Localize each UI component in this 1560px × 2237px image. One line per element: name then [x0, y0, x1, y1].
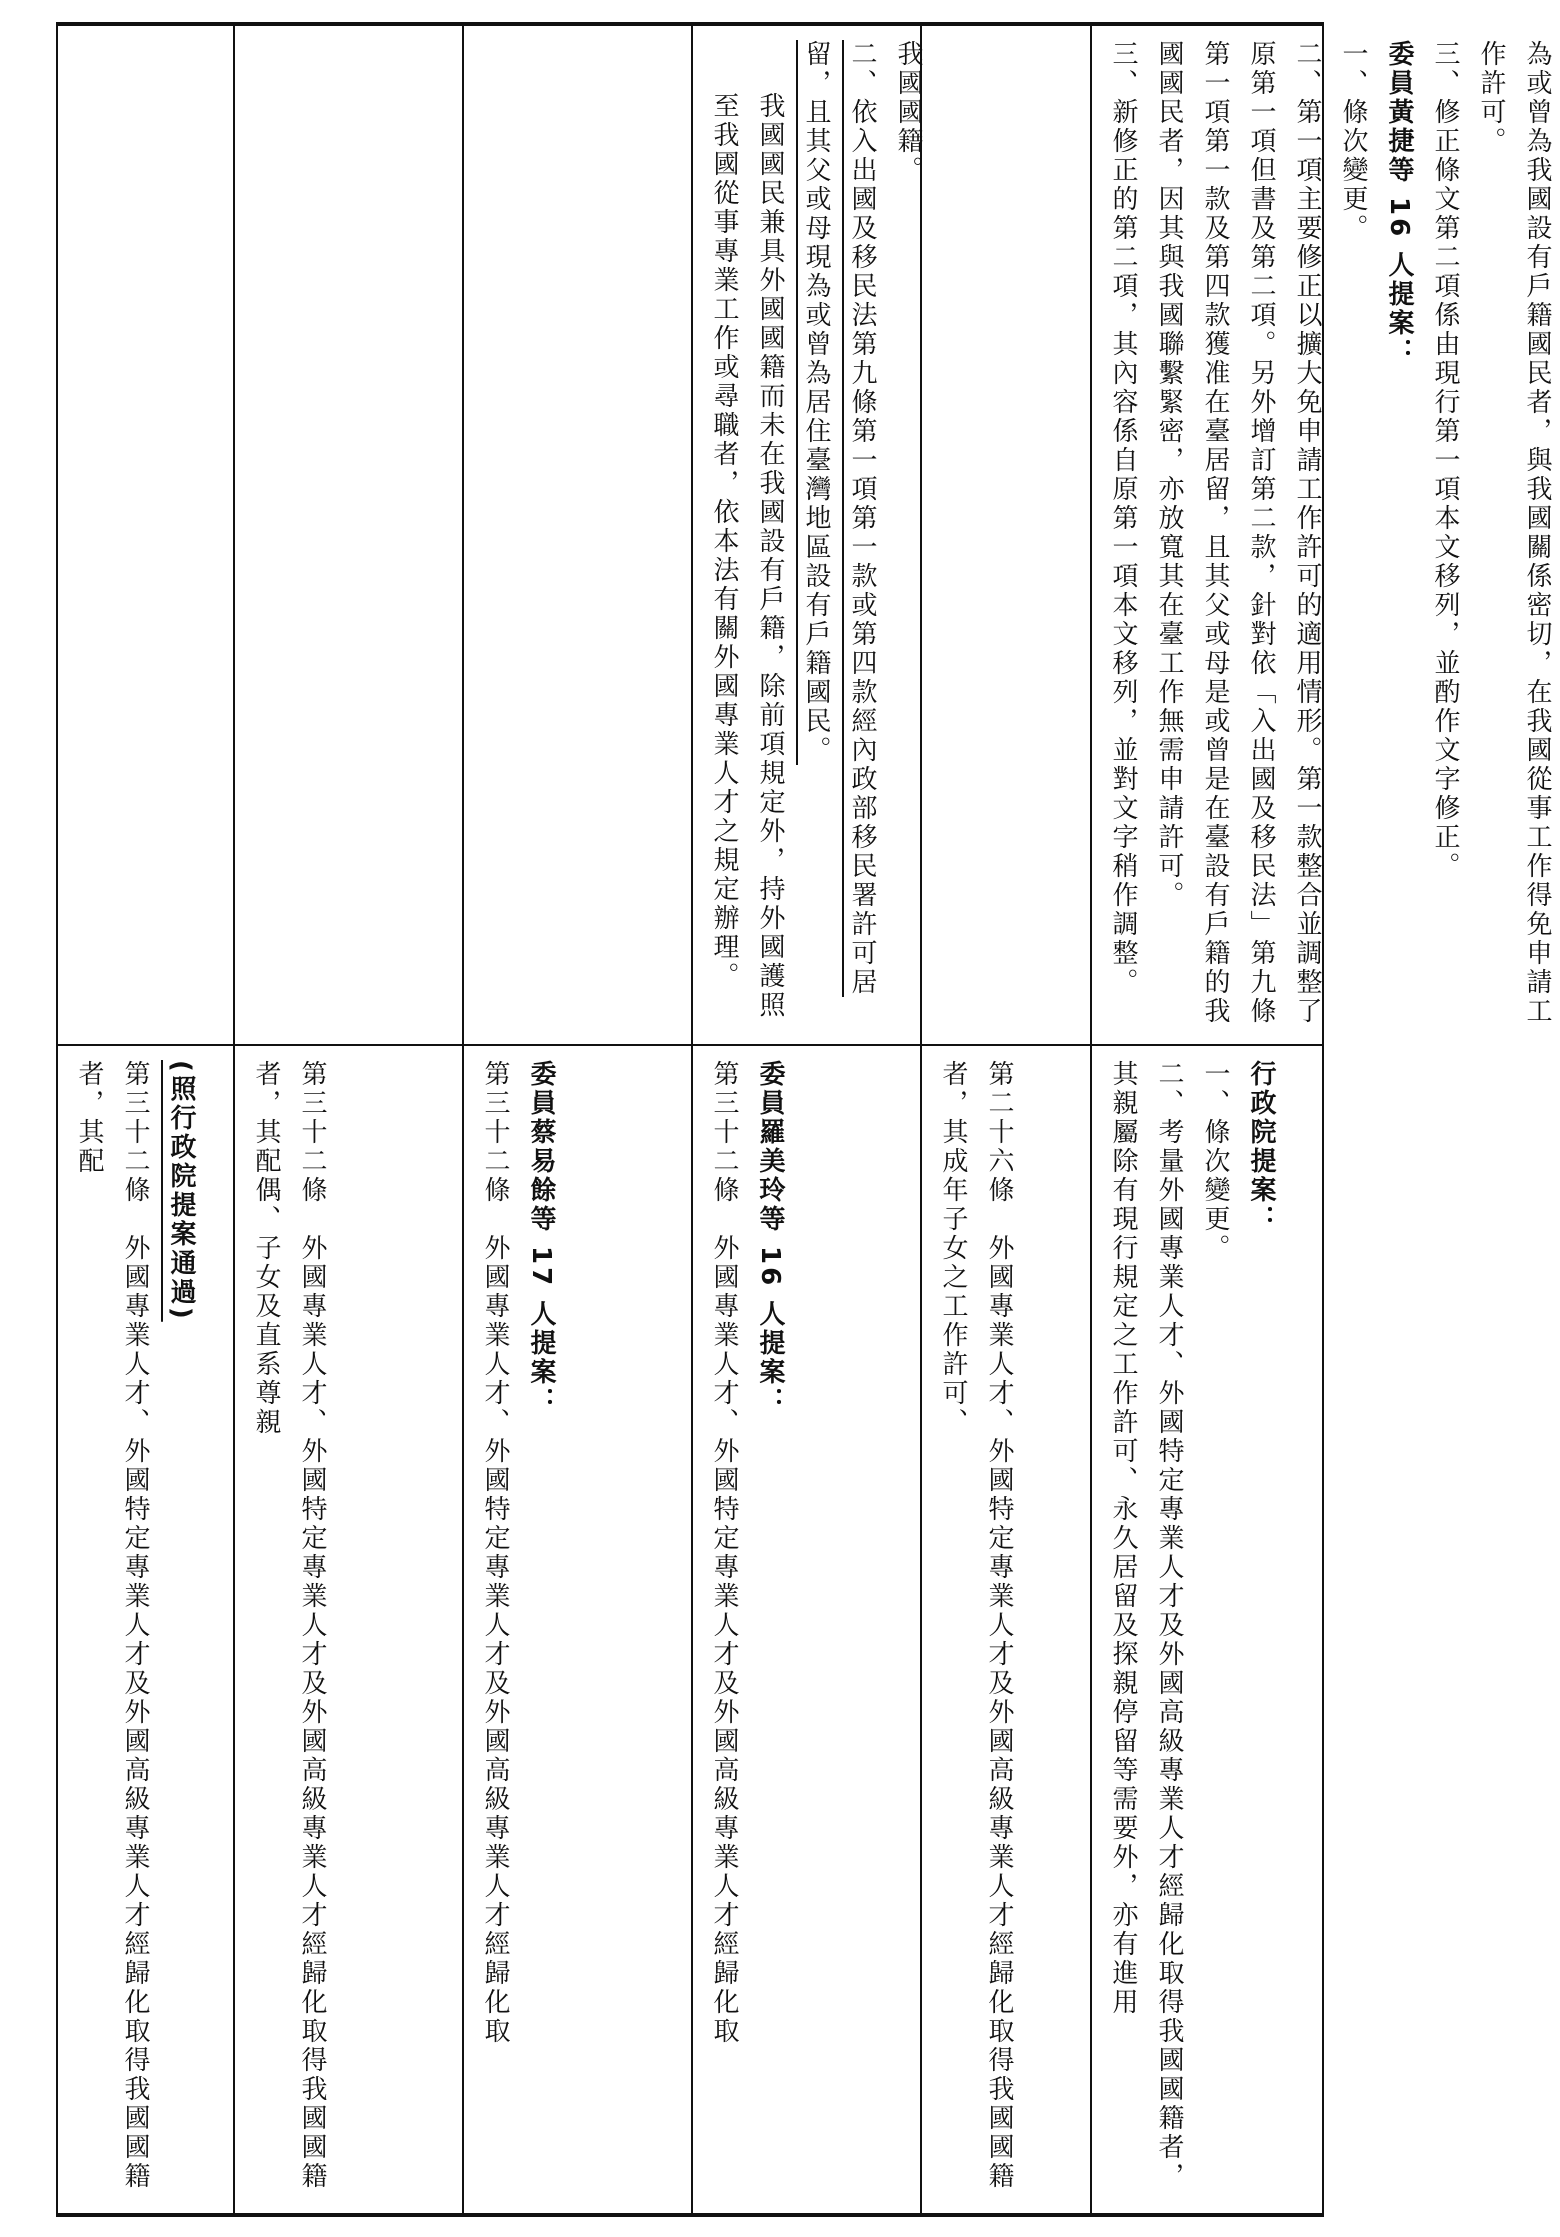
- paragraph: 一、條次變更。: [1338, 40, 1368, 243]
- divider-6: [1090, 22, 1092, 2217]
- row-lower-col-3: [472, 1060, 681, 2199]
- paragraph: 我國國民兼具外國國籍而未在我國設有戶籍，除前項規定外，持外國護照至我國從事專業工作或尋職者，依本法有關外國專業人才之規定辦理。: [709, 92, 785, 1020]
- paragraph: 行政院提案：: [1246, 1060, 1276, 1234]
- paragraph: 第三十二條 外國專業人才、外國特定專業人才及外國高級專業人才經歸化取得我國國籍者，其配: [74, 1060, 150, 2191]
- cell-text: [930, 1060, 1022, 2199]
- row-lower-col-4: [701, 1060, 910, 2199]
- paragraph: 三、新修正的第二項，其內容係自原第一項本文移列，並對文字稍作調整。: [1108, 40, 1138, 997]
- cell-text: [701, 1060, 793, 2199]
- divider-1: [56, 22, 58, 2217]
- paragraph: 委員羅美玲等 16 人提案：: [755, 1060, 785, 1417]
- paragraph: 第三十二條 外國專業人才、外國特定專業人才及外國高級專業人才經歸化取: [709, 1060, 739, 2046]
- paragraph: 二、依入出國及移民法第九條第一項第一款或第四款經內政部移民署許可居留，且其父或母現為或曾為居住臺灣地區設有戶籍國民。: [801, 40, 877, 997]
- paragraph: 二、第一項主要修正以擴大免申請工作許可的適用情形。第一款整合並調整了原第一項但書及第二項。另外增訂第二款，針對依「入出國及移民法」第九條第一項第一款及第四款獲准在臺居留，且其父或母是或曾是在臺設有戶籍的我國國民者，因其與我國聯繫緊密，亦放寬其在臺工作無需申請許可。: [1154, 40, 1322, 1026]
- row-upper-col-6: [1100, 40, 1552, 1030]
- cell-text: [472, 1060, 564, 2199]
- cell-text: [66, 1060, 204, 2199]
- cell-text: [1100, 40, 1560, 1030]
- divider-3: [462, 22, 464, 2217]
- row-upper-col-4: [701, 40, 923, 1030]
- row-upper-col-5: [930, 40, 1080, 1030]
- row-lower-col-6: [1100, 1060, 1312, 2199]
- row-lower-col-5: [930, 1060, 1080, 2199]
- paragraph: 一、條次變更。: [1200, 1060, 1230, 1263]
- cell-text: [701, 40, 931, 1030]
- paragraph: 委員蔡易餘等 17 人提案：: [526, 1060, 556, 1417]
- paragraph: 委員黃捷等 16 人提案：: [1384, 40, 1414, 368]
- row-lower-col-1: [66, 1060, 223, 2199]
- row-upper-col-2: [243, 40, 452, 1030]
- cell-text: [1100, 1060, 1284, 2199]
- cell-text: [243, 1060, 335, 2199]
- divider-2: [233, 22, 235, 2217]
- paragraph: 第三十二條 外國專業人才、外國特定專業人才及外國高級專業人才經歸化取得我國國籍者，其配偶、子女及直系尊親: [251, 1060, 327, 2191]
- paragraph: 第三十二條 外國專業人才、外國特定專業人才及外國高級專業人才經歸化取: [480, 1060, 510, 2046]
- row-upper-col-3: [472, 40, 681, 1030]
- divider-4: [691, 22, 693, 2217]
- paragraph: 三、修正條文第二項係由現行第一項本文移列，並酌作文字修正。: [1430, 40, 1460, 881]
- paragraph: 第二十六條 外國專業人才、外國特定專業人才及外國高級專業人才經歸化取得我國國籍者，其成年子女之工作許可、: [938, 1060, 1014, 2191]
- paragraph: 二、考量外國專業人才、外國特定專業人才及外國高級專業人才經歸化取得我國國籍者，其親屬除有現行規定之工作許可、永久居留及探親停留等需要外，亦有進用: [1108, 1060, 1184, 2191]
- row-lower-col-2: [243, 1060, 452, 2199]
- row-upper-col-1: [66, 40, 223, 1030]
- paragraph: 為或曾為我國設有戶籍國民者，與我國關係密切，在我國從事工作得免申請工作許可。: [1476, 40, 1552, 1026]
- paragraph: 我國國籍。: [893, 40, 923, 185]
- paragraph: (照行政院提案通過): [166, 1060, 196, 1322]
